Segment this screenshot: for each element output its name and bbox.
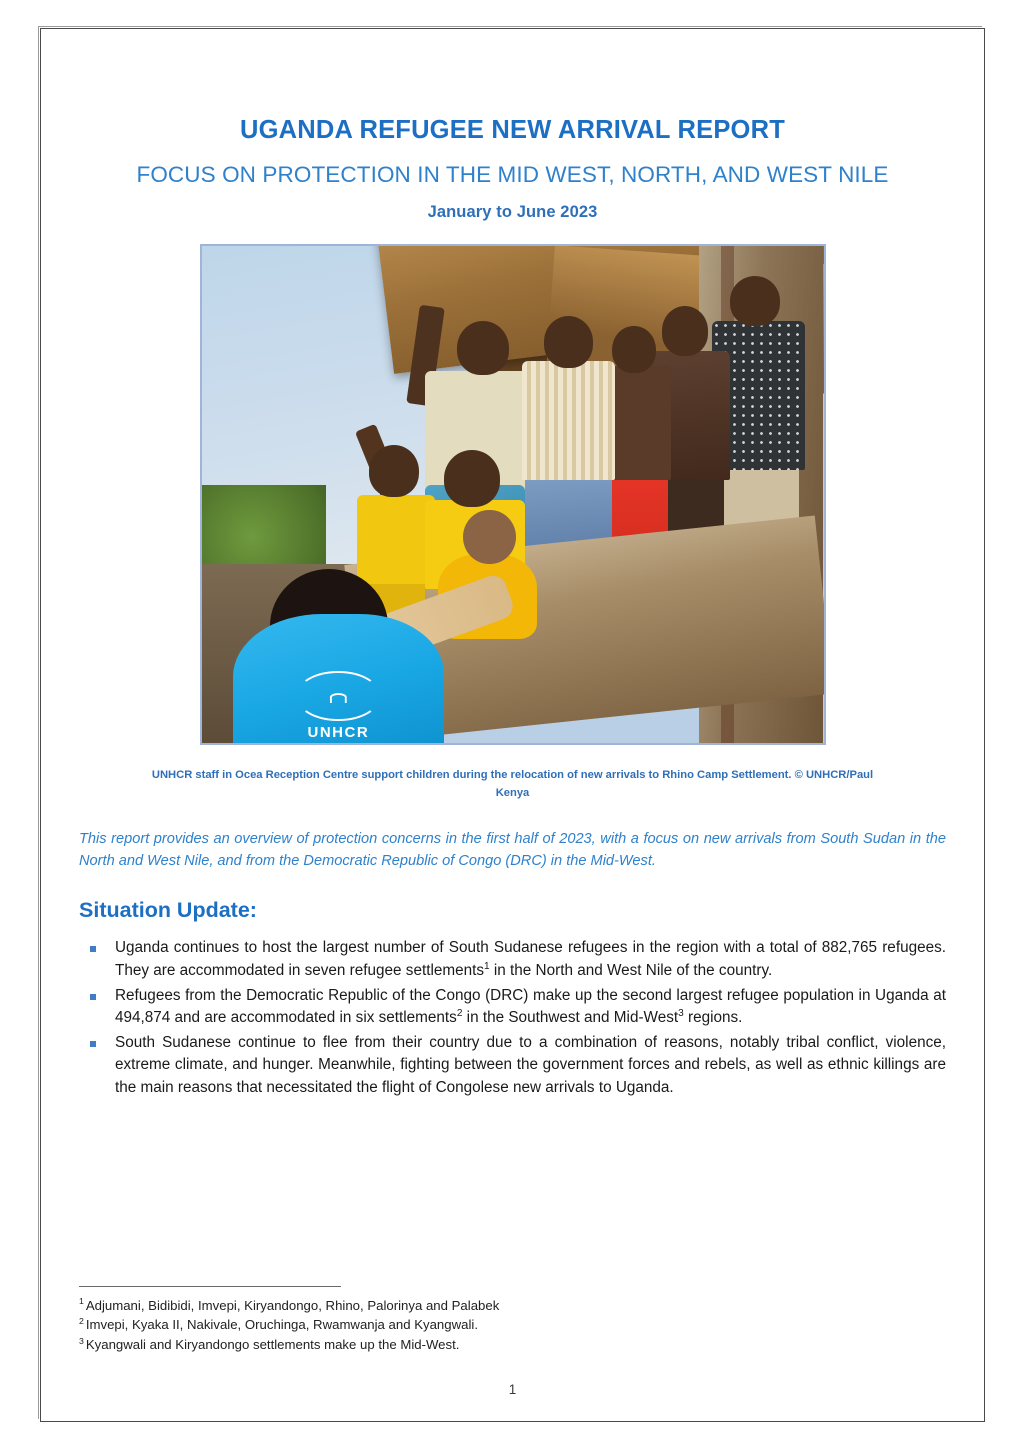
page-frame [40, 28, 985, 1422]
plaid-boy-head [544, 316, 594, 368]
unhcr-logo-icon [296, 671, 381, 722]
footnote-marker: 1 [79, 1296, 84, 1307]
bullet-text-part2: in the Southwest and Mid-West [462, 1009, 679, 1027]
situation-update-list [79, 937, 946, 1099]
footnotes [79, 1286, 709, 1355]
red-trouser-child-head [612, 326, 656, 373]
page-subtitle: FOCUS ON PROTECTION IN THE MID WEST, NORTH, AND WEST NILE [136, 161, 889, 187]
bullet-text-part1: South Sudanese continue to flee from their country due to a combination of reasons, notably tribal conflict, violence, extreme climate, and hunger. Meanwhile, fighting between the government forces and rebels, as well as ethnic killings are the main reasons that necessitated the flight of Congolese new arrivals to Uganda. [115, 1033, 946, 1097]
footnote-marker: 3 [79, 1335, 84, 1346]
plaid-boy-shirt [522, 361, 615, 480]
yellow-shirt-child-top [357, 495, 435, 584]
page-content [41, 29, 984, 1421]
page-title: UGANDA REFUGEE NEW ARRIVAL REPORT [240, 116, 785, 144]
unhcr-logo-text: UNHCR [307, 724, 370, 742]
list-item [79, 1032, 946, 1100]
footnote-ref[interactable]: 3 [678, 1008, 684, 1020]
list-item [79, 937, 946, 982]
unhcr-staff-vest [233, 614, 444, 743]
list-item [79, 985, 946, 1030]
intro-paragraph: This report provides an overview of protection concerns in the first half of 2023, with a focus on new arrivals from South Sudan in the North and West Nile, and from the Democratic Republic of Congo (DRC) in the Mid-West. [79, 831, 946, 870]
bullet-text-part2: in the North and West Nile of the country. [489, 961, 773, 979]
footnote-marker: 2 [79, 1316, 84, 1327]
photo-scene [202, 246, 824, 743]
footnote-3 [79, 1335, 709, 1355]
woman-head [444, 450, 500, 507]
footnote-1 [79, 1296, 709, 1316]
header-photo [200, 244, 826, 745]
footnote-ref[interactable]: 1 [484, 960, 490, 972]
unhcr-sheltering-hands-icon [329, 693, 347, 702]
footnote-separator [79, 1286, 341, 1287]
page-number: 1 [508, 1382, 517, 1397]
report-date-range: January to June 2023 [427, 203, 598, 222]
yellow-shirt-child-head [369, 445, 419, 497]
footnote-ref[interactable]: 2 [456, 1008, 463, 1020]
man-head [730, 276, 780, 326]
bullet-text-part1: Refugees from the Democratic Republic of the Congo (DRC) make up the second largest refugee population in Uganda at 494,874 and are accommodated in six settlements [115, 986, 946, 1027]
hoodie-boy-head [662, 306, 709, 356]
bullet-text-part1: Uganda continues to host the largest number of South Sudanese refugees in the region with a total of 882,765 refugees. They are accommodated in seven refugee settlements [115, 939, 946, 979]
footnote-2 [79, 1315, 709, 1335]
section-heading-situation-update: Situation Update: [79, 898, 257, 923]
footnote-text: Kyangwali and Kiryandongo settlements make up the Mid-West. [85, 1337, 460, 1353]
bullet-text-part3: regions. [683, 1009, 743, 1027]
footnote-text: Imvepi, Kyaka II, Nakivale, Oruchinga, Rwamwanja and Kyangwali. [85, 1317, 478, 1333]
footnote-text: Adjumani, Bidibidi, Imvepi, Kiryandongo, Rhino, Palorinya and Palabek [85, 1297, 500, 1313]
adult-head [457, 321, 510, 376]
baby-head [463, 510, 516, 565]
photo-caption: UNHCR staff in Ocea Reception Centre support children during the relocation of new arrivals to Rhino Camp Settlement. © UNHCR/Paul Kenya [151, 769, 874, 799]
